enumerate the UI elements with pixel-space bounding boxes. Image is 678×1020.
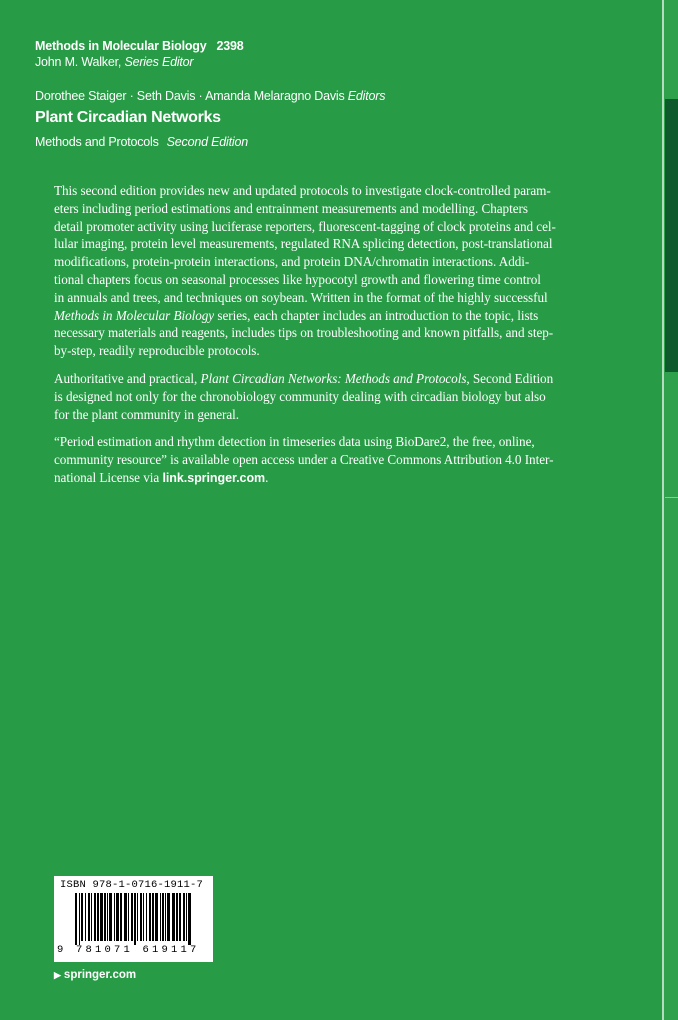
text-fragment: Authoritative and practical,	[54, 370, 201, 386]
barcode-bar	[124, 893, 127, 941]
barcode-bar	[114, 893, 115, 941]
series-italic: Methods in Molecular Biology	[54, 307, 215, 323]
barcode-bar	[120, 893, 122, 941]
text-fragment: national License via	[54, 469, 163, 485]
barcode-bar	[176, 893, 178, 941]
barcode-bar	[107, 893, 108, 941]
barcode-bar	[137, 893, 138, 941]
barcode-bar	[172, 893, 175, 941]
barcode-bar	[85, 893, 86, 941]
text-line	[54, 469, 589, 488]
publisher-website-label: springer.com	[63, 969, 137, 981]
description-paragraph-3	[54, 433, 589, 487]
editors-role: Editors	[347, 89, 386, 103]
barcode-bar	[104, 893, 106, 941]
barcode-bar	[131, 893, 133, 941]
text-line: by-step, readily reproducible protocols.	[54, 343, 260, 359]
springer-link[interactable]: link.springer.com	[162, 470, 266, 485]
barcode-bar	[143, 893, 144, 941]
book-editors	[35, 89, 385, 103]
barcode-bar	[155, 893, 158, 941]
text-fragment: series, each chapter includes an introduction to the topic, lists	[214, 307, 539, 323]
spine-rule	[665, 497, 678, 498]
barcode-bar	[134, 893, 136, 945]
description-paragraph-1	[54, 182, 589, 360]
series-editor-name: John M. Walker,	[35, 55, 122, 69]
publisher-website[interactable]	[54, 969, 136, 981]
barcode-bar	[128, 893, 129, 941]
barcode-bar	[88, 893, 90, 941]
title-italic: Plant Circadian Networks: Methods and Protocols	[200, 370, 467, 386]
isbn-barcode	[54, 876, 213, 962]
text-line: eters including period estimations and entrainment measurements and modelling. Chapters	[54, 200, 528, 216]
series-editor-role: Series Editor	[124, 55, 194, 69]
barcode-bar	[165, 893, 166, 941]
book-subtitle: Methods and Protocols	[35, 135, 159, 149]
text-line: in annuals and trees, and techniques on soybean. Written in the format of the highly successful	[54, 289, 548, 305]
barcode-digits: 9 781071 619117	[57, 944, 200, 956]
barcode-bar	[160, 893, 161, 941]
barcode-bars	[75, 893, 193, 945]
spine-band	[665, 99, 678, 372]
editors-names: Dorothee Staiger · Seth Davis · Amanda Melaragno Davis	[35, 89, 345, 103]
book-subtitle-line	[35, 135, 248, 149]
barcode-bar	[75, 893, 77, 945]
text-line: necessary materials and reagents, includes tips on troubleshooting and known pitfalls, and step-	[54, 325, 554, 341]
barcode-bar	[183, 893, 185, 941]
barcode-bar	[140, 893, 142, 941]
book-title: Plant Circadian Networks	[35, 109, 221, 126]
barcode-bar	[186, 893, 187, 941]
barcode-bar	[109, 893, 112, 941]
text-line	[54, 307, 589, 325]
description	[54, 182, 589, 498]
text-line: tional chapters focus on seasonal processes like hypocotyl growth and flowering time control	[54, 271, 541, 287]
series-name: Methods in Molecular Biology	[35, 39, 207, 53]
isbn-number: ISBN 978-1-0716-1911-7	[60, 879, 204, 891]
barcode-bar	[179, 893, 181, 941]
text-fragment: .	[265, 469, 269, 485]
text-line: This second edition provides new and updated protocols to investigate clock-controlled param-	[54, 183, 551, 198]
description-paragraph-2	[54, 370, 589, 423]
barcode-bar	[81, 893, 83, 941]
barcode-bar	[116, 893, 119, 941]
text-line: lular imaging, protein level measurements, regulated RNA splicing detection, post-translational	[54, 236, 553, 252]
spine-divider	[662, 0, 664, 1020]
barcode-bar	[100, 893, 103, 941]
text-line: modifications, protein-protein interactions, and protein DNA/chromatin interactions. Addi-	[54, 254, 530, 270]
barcode-bar	[91, 893, 92, 941]
series-title	[35, 38, 635, 54]
series-editor	[35, 54, 635, 70]
barcode-bar	[188, 893, 191, 945]
series-header	[35, 38, 635, 70]
book-edition: Second Edition	[166, 135, 248, 149]
barcode-bar	[167, 893, 170, 941]
barcode-bar	[146, 893, 147, 941]
text-line	[54, 370, 589, 388]
text-fragment: , Second Edition	[466, 370, 554, 386]
barcode-bar	[152, 893, 154, 941]
barcode-bar	[97, 893, 99, 941]
text-line: community resource” is available open access under a Creative Commons Attribution 4.0 Inter-	[54, 452, 554, 468]
barcode-bar	[162, 893, 164, 941]
barcode-bar	[149, 893, 151, 941]
text-line: “Period estimation and rhythm detection in timeseries data using BioDare2, the free, online,	[54, 434, 535, 450]
arrow-right-icon: ▶	[54, 970, 61, 980]
barcode-bar	[79, 893, 80, 945]
barcode-bar	[94, 893, 96, 941]
text-line: detail promoter activity using luciferase reporters, fluorescent-tagging of clock proteins and cel-	[54, 218, 556, 234]
text-line: for the plant community in general.	[54, 406, 240, 422]
series-volume: 2398	[216, 39, 244, 53]
text-line: is designed not only for the chronobiology community dealing with circadian biology but also	[54, 388, 546, 404]
